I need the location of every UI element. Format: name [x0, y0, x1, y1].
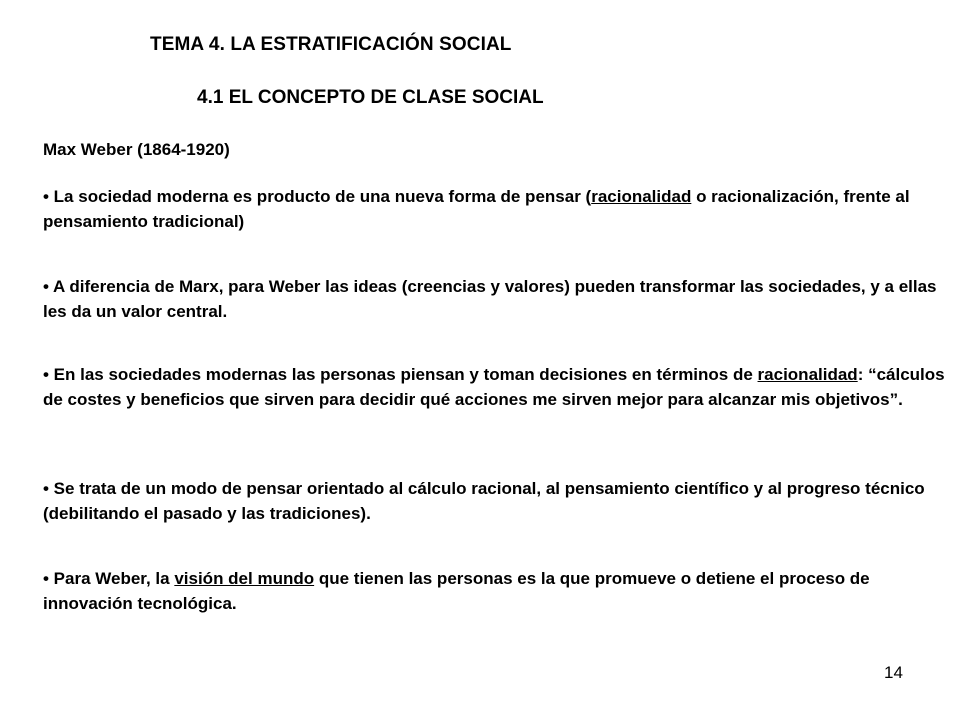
slide-subtitle: 4.1 EL CONCEPTO DE CLASE SOCIAL	[197, 87, 544, 108]
bullet-worldview	[43, 566, 953, 616]
bullet-text: o racionalización, frente al pensamiento tradicional)	[43, 187, 910, 231]
bullet-marx-difference	[43, 274, 953, 324]
bullet-text: • En las sociedades modernas las personas piensan y toman decisiones en términos de	[43, 365, 758, 384]
underlined-term: racionalidad	[591, 187, 692, 206]
bullet-text: • Para Weber, la	[43, 569, 175, 588]
bullet-text: que tienen las personas es la que promueve o detiene el proceso de innovación tecnológica.	[43, 569, 870, 613]
bullet-text: • Se trata de un modo de pensar orientado al cálculo racional, al pensamiento científico y al progreso técnico (debilitando el pasado y las tradiciones).	[43, 479, 925, 523]
page-number: 14	[884, 663, 903, 682]
bullet-text: : “cálculos de costes y beneficios que sirven para decidir qué acciones me sirven mejor para alcanzar mis objetivos”.	[43, 365, 945, 409]
author-heading: Max Weber (1864-1920)	[43, 140, 230, 159]
bullet-modern-society	[43, 184, 953, 234]
bullet-rational-calculation	[43, 476, 953, 526]
underlined-term: visión del mundo	[174, 569, 315, 588]
slide-title: TEMA 4. LA ESTRATIFICACIÓN SOCIAL	[150, 34, 512, 55]
bullet-rationality	[43, 362, 953, 412]
bullet-text: • La sociedad moderna es producto de una nueva forma de pensar (	[43, 187, 592, 206]
bullet-text: • A diferencia de Marx, para Weber las ideas (creencias y valores) pueden transformar las sociedades, y a ellas les da un valor central.	[43, 277, 937, 321]
underlined-term: racionalidad	[757, 365, 858, 384]
